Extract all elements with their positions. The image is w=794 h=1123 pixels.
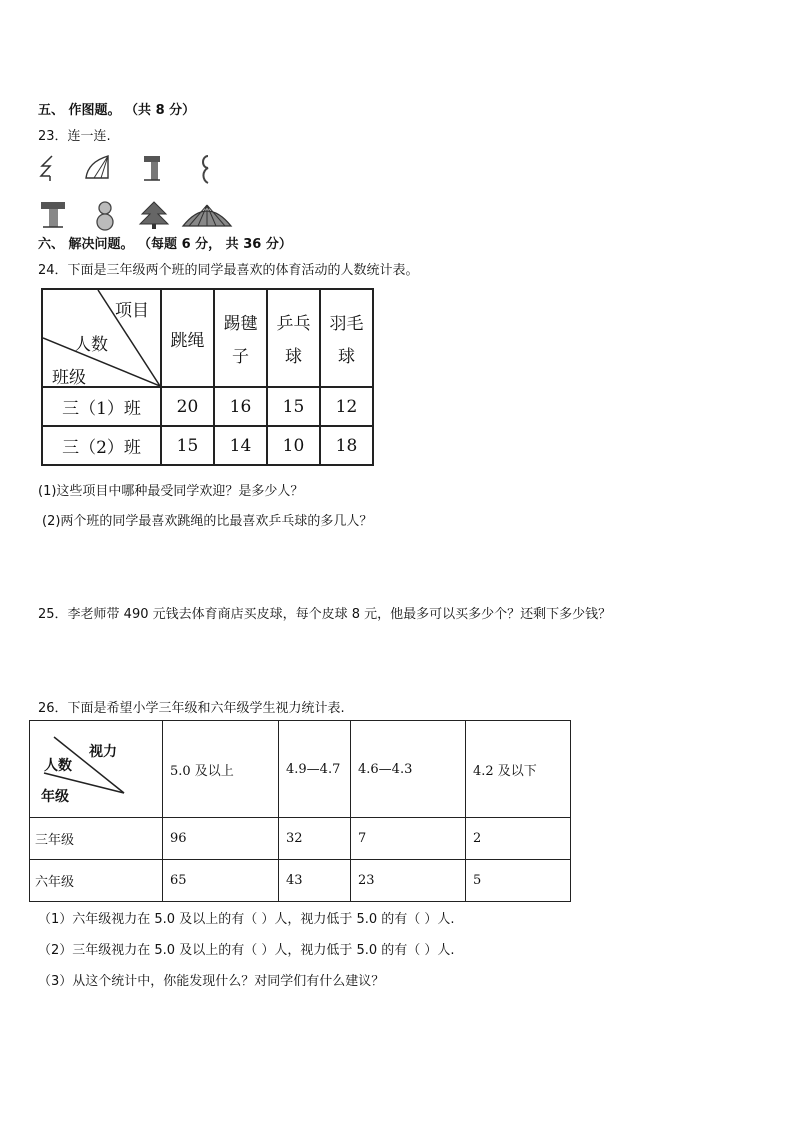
- header-count-label: 人数: [74, 335, 108, 355]
- table-row: [42, 387, 373, 426]
- section-title-drawing: 五、 作图题。 （共 8 分）: [38, 103, 196, 118]
- table-row: [30, 818, 571, 860]
- question-24-part-2: (2)两个班的同学最喜欢跳绳的比最喜欢乒乓球的多几人？: [42, 514, 373, 529]
- section-title-solving: 六、 解决问题。 （每题 6 分， 共 36 分）: [38, 237, 292, 252]
- column-header: 4.9—4.7: [279, 721, 351, 818]
- column-header-text: 踢毽: [223, 314, 258, 334]
- row-label: 三年级: [30, 818, 163, 860]
- table-cell: 18: [320, 426, 373, 465]
- table-cell: 65: [163, 860, 279, 902]
- lamp-icon: [40, 200, 66, 230]
- column-header: [267, 289, 320, 387]
- table-cell: 10: [267, 426, 320, 465]
- column-header-text: 跳绳: [170, 330, 205, 351]
- header-item-label: 项目: [115, 301, 149, 321]
- half-tree-icon: [38, 154, 58, 182]
- table-cell: 14: [214, 426, 267, 465]
- row-label: 六年级: [30, 860, 163, 902]
- table-cell: 96: [163, 818, 279, 860]
- header-vision-label: 视力: [89, 744, 117, 760]
- table-cell: 20: [161, 387, 214, 426]
- umbrella-icon: [181, 202, 233, 230]
- question-26: 26．下面是希望小学三年级和六年级学生视力统计表.: [38, 701, 345, 716]
- table-cell: 23: [351, 860, 466, 902]
- column-header-text: 球: [338, 347, 355, 367]
- half-lamp-icon: [142, 154, 162, 182]
- vision-table: [29, 720, 571, 902]
- half-umbrella-icon: [84, 154, 112, 182]
- column-header-text: 球: [285, 347, 302, 367]
- table-row: [42, 426, 373, 465]
- table-cell: 15: [161, 426, 214, 465]
- table-cell: 16: [214, 387, 267, 426]
- table-cell: 12: [320, 387, 373, 426]
- table-cell: 32: [279, 818, 351, 860]
- gourd-icon: [94, 200, 116, 232]
- diagonal-header-cell: [42, 289, 161, 387]
- table-cell: 7: [351, 818, 466, 860]
- question-26-part-3: （3）从这个统计中，你能发现什么？对同学们有什么建议？: [38, 974, 385, 989]
- column-header: 5.0 及以上: [163, 721, 279, 818]
- row-label: 三（2）班: [42, 426, 161, 465]
- question-26-part-1: （1）六年级视力在 5.0 及以上的有（ ）人，视力低于 5.0 的有（ ）人.: [38, 912, 455, 927]
- table-cell: 15: [267, 387, 320, 426]
- question-24: 24．下面是三年级两个班的同学最喜欢的体育活动的人数统计表。: [38, 263, 419, 278]
- question-23: 23．连一连.: [38, 129, 111, 144]
- table-cell: 2: [466, 818, 571, 860]
- table-cell: 43: [279, 860, 351, 902]
- diagonal-header-cell: [30, 721, 163, 818]
- column-header: [320, 289, 373, 387]
- half-gourd-icon: [194, 154, 210, 184]
- table-cell: 5: [466, 860, 571, 902]
- table-row: [30, 860, 571, 902]
- column-header: [161, 289, 214, 387]
- header-count-label: 人数: [44, 758, 72, 774]
- question-26-part-2: （2）三年级视力在 5.0 及以上的有（ ）人，视力低于 5.0 的有（ ）人.: [38, 943, 455, 958]
- column-header: 4.2 及以下: [466, 721, 571, 818]
- tree-icon: [138, 200, 170, 230]
- sports-table: [41, 288, 374, 466]
- header-class-label: 班级: [52, 368, 86, 388]
- header-grade-label: 年级: [41, 789, 69, 805]
- column-header-text: 乒乓: [276, 314, 311, 334]
- column-header-text: 子: [232, 347, 249, 367]
- row-label: 三（1）班: [42, 387, 161, 426]
- question-24-part-1: (1)这些项目中哪种最受同学欢迎？是多少人？: [38, 484, 304, 499]
- column-header: 4.6—4.3: [351, 721, 466, 818]
- column-header: [214, 289, 267, 387]
- question-25: 25．李老师带 490 元钱去体育商店买皮球，每个皮球 8 元，他最多可以买多少个？还剩下多少钱？: [38, 607, 612, 622]
- column-header-text: 羽毛: [329, 314, 364, 334]
